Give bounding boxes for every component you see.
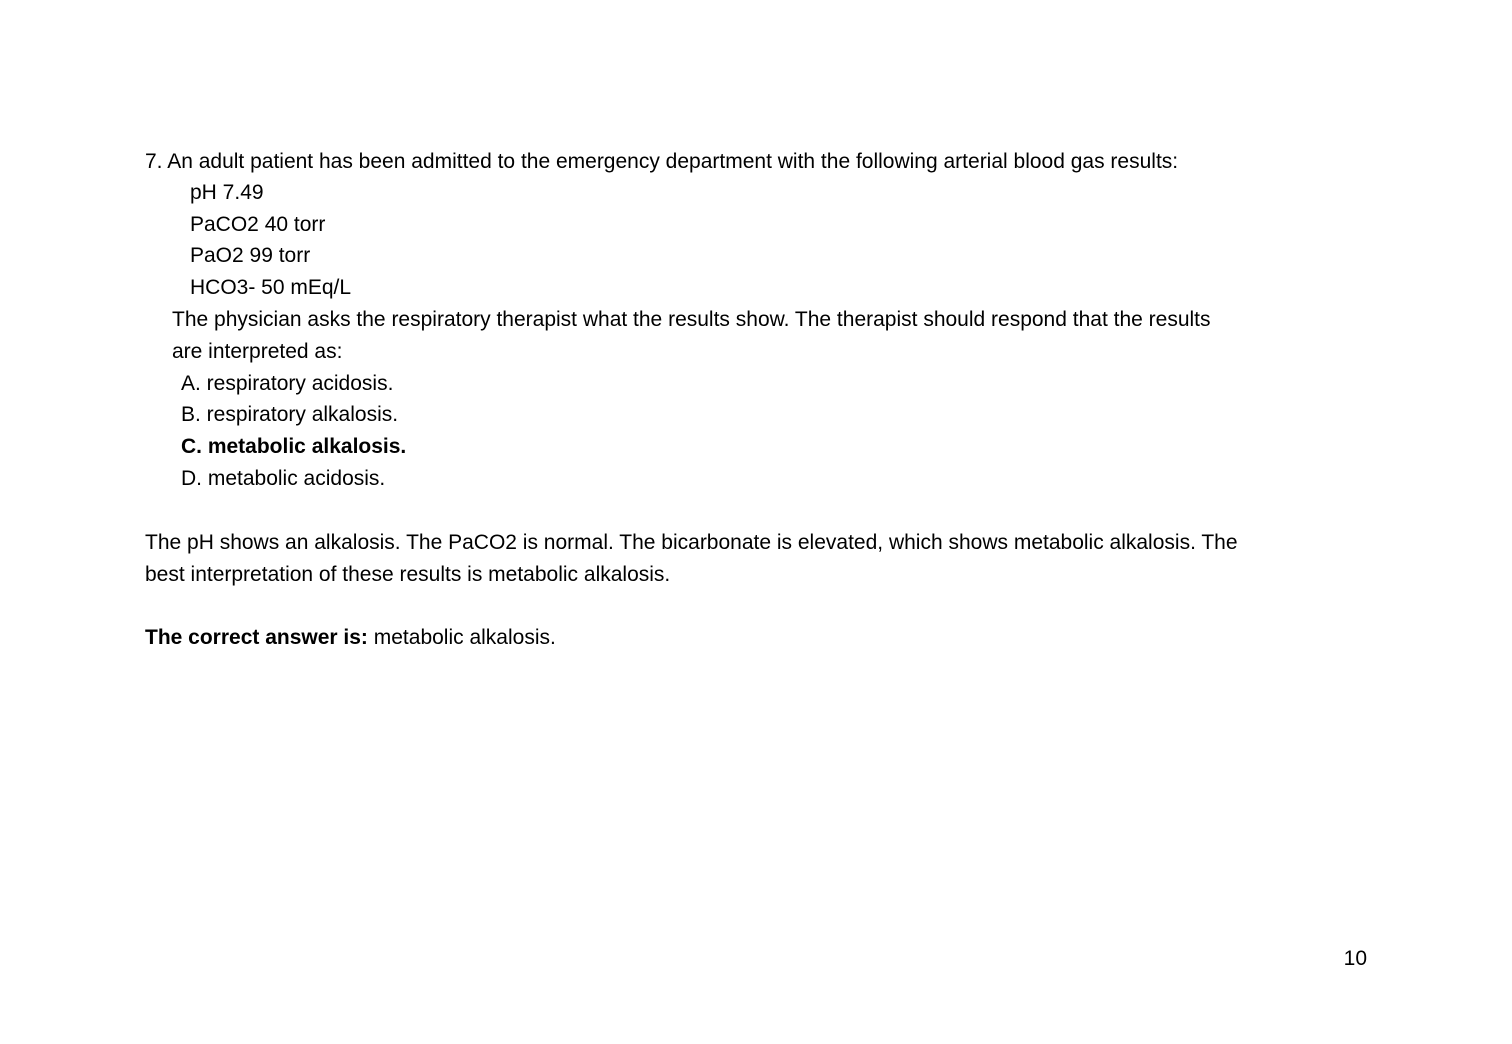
page-number: 10	[1343, 947, 1367, 970]
answer-option-a: A. respiratory acidosis.	[181, 372, 394, 395]
explanation-line: The pH shows an alkalosis. The PaCO2 is normal. The bicarbonate is elevated, which shows metabolic alkalosis. The	[145, 531, 1238, 554]
explanation-line: best interpretation of these results is metabolic alkalosis.	[145, 563, 671, 586]
lab-value-hco3: HCO3- 50 mEq/L	[190, 276, 352, 299]
lab-value-ph: pH 7.49	[190, 181, 264, 204]
answer-option-b: B. respiratory alkalosis.	[181, 403, 399, 426]
lab-value-paco2: PaCO2 40 torr	[190, 213, 326, 236]
correct-answer-statement	[145, 622, 556, 654]
correct-answer-value: metabolic alkalosis.	[367, 626, 556, 649]
question-stem: 7. An adult patient has been admitted to the emergency department with the following arterial blood gas results:	[145, 150, 1179, 173]
question-prompt-line: are interpreted as:	[172, 340, 343, 363]
answer-option-c-correct: C. metabolic alkalosis.	[181, 435, 407, 458]
question-prompt-line: The physician asks the respiratory therapist what the results show. The therapist should respond that the results	[172, 308, 1211, 331]
correct-answer-label: The correct answer is:	[145, 626, 368, 649]
lab-value-pao2: PaO2 99 torr	[190, 244, 311, 267]
answer-option-d: D. metabolic acidosis.	[181, 467, 386, 490]
